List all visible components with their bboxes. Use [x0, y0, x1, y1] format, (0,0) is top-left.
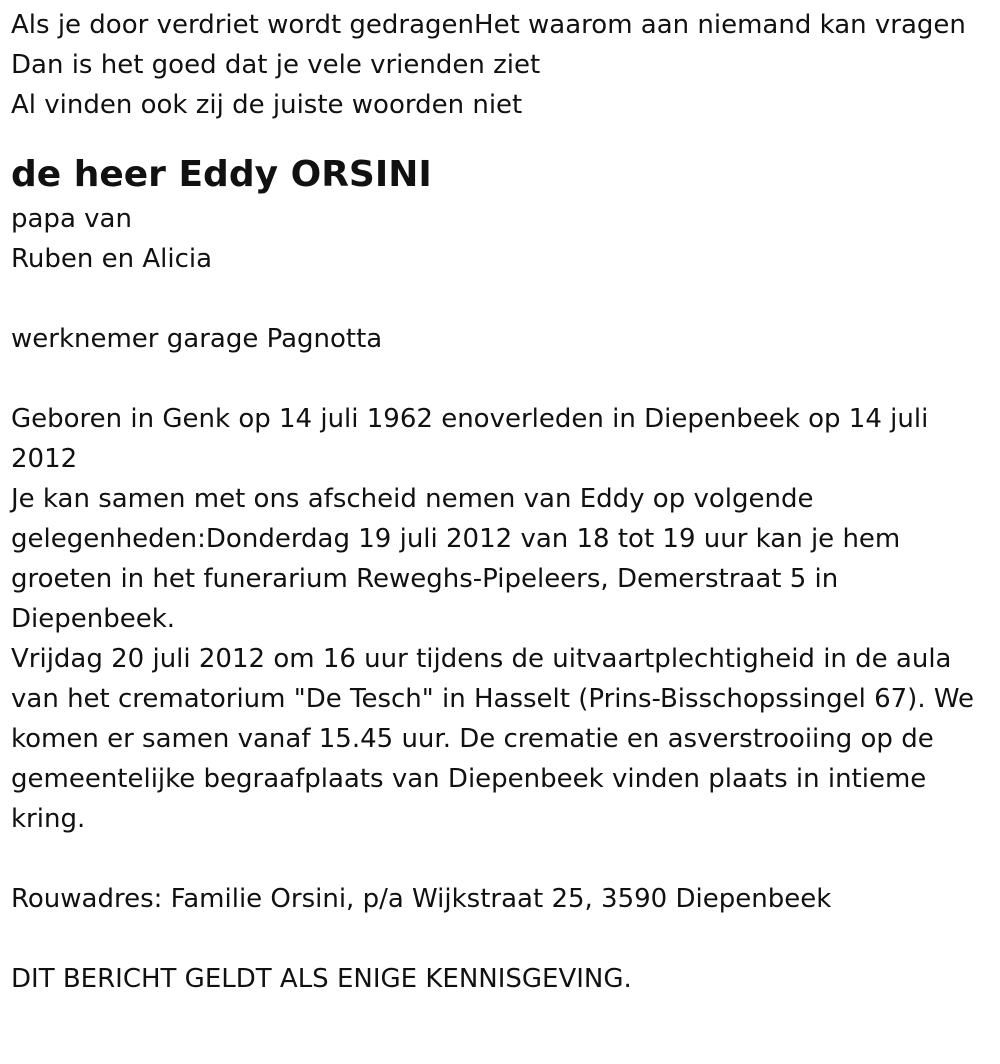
family-line-2: Ruben en Alicia — [11, 244, 213, 274]
poem-line-1: Als je door verdriet wordt gedragenHet waarom aan niemand kan vragen — [11, 10, 966, 40]
family-line-1: papa van — [11, 204, 132, 234]
spacer — [11, 919, 991, 959]
poem-line-3: Al vinden ook zij de juiste woorden niet — [11, 90, 523, 120]
farewell-paragraph-2: Vrijdag 20 juli 2012 om 16 uur tijdens de uitvaartplechtigheid in de aula van het crematorium "De Tesch" in Hasselt (Prins-Bisschopssingel 67). We komen er samen vanaf 15.45 uur. De crematie en asverstrooiing op de gemeentelijke begraafplaats van Diepenbeek vinden plaats in intieme kring. — [11, 644, 975, 834]
birth-death-text: Geboren in Genk op 14 juli 1962 enoverleden in Diepenbeek op 14 juli 2012 — [11, 404, 929, 474]
farewell-paragraph-1: Je kan samen met ons afscheid nemen van Eddy op volgende gelegenheden:Donderdag 19 juli 2012 van 18 tot 19 uur kan je hem groeten in het funerarium Reweghs-Pipeleers, Demerstraat 5 in Diepenbeek. — [11, 484, 901, 634]
occupation: werknemer garage Pagnotta — [11, 324, 383, 354]
deceased-name: de heer Eddy ORSINI — [11, 154, 432, 195]
official-notice: DIT BERICHT GELDT ALS ENIGE KENNISGEVING. — [11, 964, 632, 994]
spacer — [11, 359, 991, 399]
spacer — [11, 839, 991, 879]
obituary-document — [11, 5, 991, 999]
spacer — [11, 279, 991, 319]
poem-line-2: Dan is het goed dat je vele vrienden ziet — [11, 50, 541, 80]
mourning-address: Rouwadres: Familie Orsini, p/a Wijkstraat 25, 3590 Diepenbeek — [11, 884, 832, 914]
